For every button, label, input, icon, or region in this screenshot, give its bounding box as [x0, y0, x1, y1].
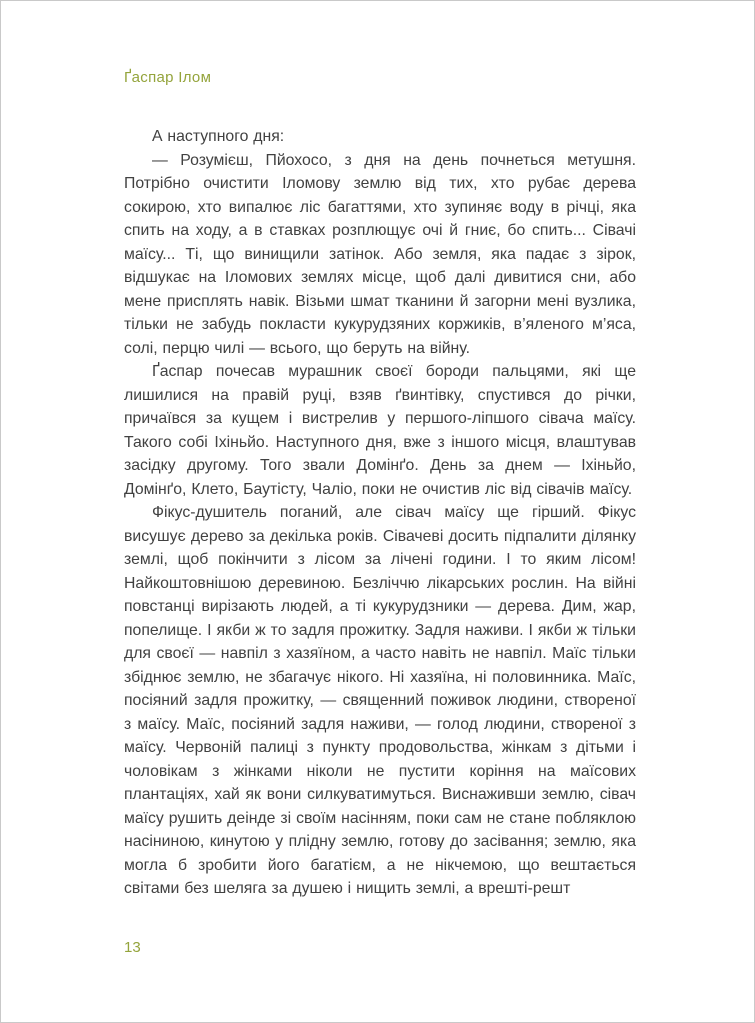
paragraph-opening-line: А наступного дня: [152, 128, 285, 145]
paragraph-ficus: Фікус-душитель поганий, але сівач маїсу ще гірший. Фікус висушує дерево за декілька років. Сівачеві досить підпалити ділянку землі, щоб покінчити з лісом за лічені години. І то яким лісом! Найкоштовнішою деревиною. Безліччю лікарських рослин. На війні повстанці вирізають людей, а ті кукурудзники — дерева. Дим, жар, попелище. І якби ж то задля прожитку. Задля наживи. І якби ж тільки для своєї — навпіл з хазяїном, а часто навіть не навпіл. Маїс тільки збіднює землю, не збагачує нікого. Ні хазяїна, ні половинника. Маїс, посіяний задля прожитку, — священний поживок людини, створеної з маїсу. Маїс, посіяний задля наживи, — голод людини, створеної з маїсу. Червоній палиці з пункту продовольства, жінкам з дітьми і чоловікам з жінками ніколи не пустити коріння на маїсових плантаціях, хай як вони силкуватимуться. Виснаживши землю, сівач маїсу рушить деінде зі своїм насінням, поки сам не стане побляклою насіниною, кинутою у плідну землю, готову до засівання; землю, яка могла б зробити його багатієм, а не нікчемою, що вештається світами без шеляга за душею і нищить землі, а врешті-решт [124, 504, 636, 897]
body-text [124, 125, 636, 901]
paragraph-gaspar: Ґаспар почесав мурашник своєї бороди пальцями, які ще лишилися на правій руці, взяв ґвинтівку, спустився до річки, причаївся за кущем і вистрелив у першого-ліпшого сівача маїсу. Такого собі Іхіньйо. Наступного дня, вже з іншого місця, влаштував засідку другому. Того звали Домінґо. День за днем — Іхіньйо, Домінґо, Клето, Баутісту, Чаліо, поки не очистив ліс від сівачів маїсу. [124, 363, 636, 498]
running-header: Ґаспар Ілом [124, 69, 212, 86]
page-number: 13 [124, 939, 141, 956]
paragraph-dialogue: — Розумієш, Пйохосо, з дня на день почнеться метушня. Потрібно очистити Іломову землю від тих, хто рубає дерева сокирою, хто випалює ліс багаттями, хто зупиняє воду в річці, яка спить на ходу, а в ставках розплющує очі й гниє, бо спить... Сівачі маїсу... Ті, що винищили затінок. Або земля, яка падає з зірок, відшукає на Іломових землях місце, щоб далі дивитися сни, або мене присплять навік. Візьми шмат тканини й загорни мені вузлика, тільки не забудь покласти кукурудзяних коржиків, в’яленого м’яса, солі, перцю чилі — всього, що беруть на війну. [124, 151, 636, 357]
